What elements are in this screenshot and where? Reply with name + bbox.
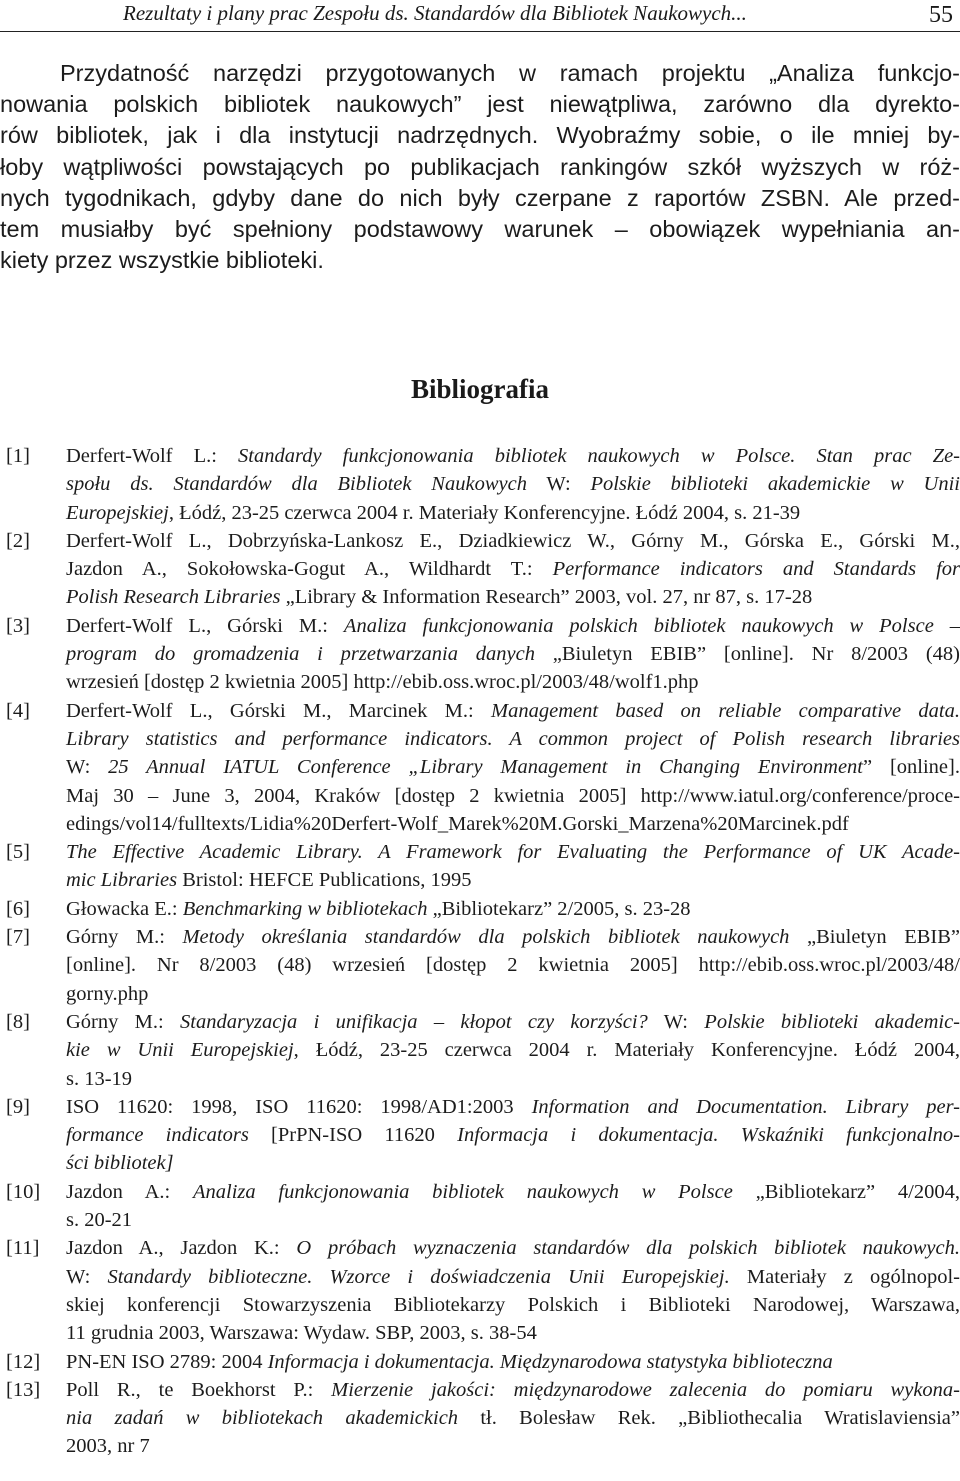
entry-number: [11] bbox=[6, 1237, 40, 1260]
header-rule bbox=[0, 31, 960, 32]
entry-line bbox=[66, 1008, 960, 1036]
entry-number: [5] bbox=[6, 841, 30, 864]
entry-plain-text: „Library & Information Research” 2003, vol. 27, nr 87, s. 17-28 bbox=[280, 586, 813, 609]
entry-text bbox=[66, 1348, 960, 1376]
bibliography-entry bbox=[0, 923, 960, 1008]
entry-plain-text: 2003, nr 7 bbox=[66, 1435, 150, 1458]
bibliography-entry bbox=[0, 697, 960, 838]
entry-line bbox=[66, 1319, 960, 1347]
entry-title-text: O próbach wyznaczenia standardów dla polskich bibliotek naukowych. bbox=[296, 1237, 960, 1260]
entry-plain-text: Poll R., te Boekhorst P.: bbox=[66, 1378, 332, 1401]
bibliography-entry bbox=[0, 838, 960, 895]
entry-plain-text: Jazdon A., Sokołowska-Gogut A., Wildhardt T.: bbox=[66, 558, 553, 581]
entry-title-text: mic Libraries bbox=[66, 869, 178, 892]
entry-title-text: program do gromadzenia i przetwarzania danych bbox=[66, 643, 535, 666]
bibliography-entry bbox=[0, 1234, 960, 1347]
entry-plain-text: Maj 30 – June 3, 2004, Kraków [dostęp 2 kwietnia 2005] http://www.iatul.org/conference/proce- bbox=[66, 784, 960, 807]
entry-line bbox=[66, 442, 960, 470]
entry-line bbox=[66, 980, 960, 1008]
entry-title-text: Analiza funkcjonowania bibliotek naukowych w Polsce bbox=[193, 1180, 733, 1203]
entry-line bbox=[66, 838, 960, 866]
entry-line bbox=[66, 1432, 960, 1460]
entry-line bbox=[66, 1036, 960, 1064]
entry-line bbox=[66, 1065, 960, 1093]
entry-line bbox=[66, 866, 960, 894]
entry-plain-text: skiej konferencji Stowarzyszenia Bibliotekarzy Polskich i Biblioteki Narodowej, Warszawa, bbox=[66, 1293, 960, 1316]
bibliography-entry bbox=[0, 895, 960, 923]
entry-plain-text: Jazdon A., Jazdon K.: bbox=[66, 1237, 297, 1260]
entry-plain-text: [PrPN-ISO 11620 bbox=[248, 1124, 458, 1147]
entry-line bbox=[66, 753, 960, 781]
entry-plain-text: s. 13-19 bbox=[66, 1067, 133, 1090]
entry-plain-text: ” [online]. bbox=[863, 756, 960, 779]
entry-title-text: Informacja i dokumentacja. Międzynarodowa statystyka biblioteczna bbox=[267, 1350, 833, 1373]
bibliography-heading: Bibliografia bbox=[410, 374, 549, 404]
entry-plain-text: Głowacka E.: bbox=[66, 897, 183, 920]
paragraph-line: łoby wątpliwości powstających po publikacjach rankingów szkół wyższych w róż- bbox=[0, 153, 960, 180]
entry-plain-text: Jazdon A.: bbox=[66, 1180, 193, 1203]
entry-plain-text: Derfert-Wolf L.: bbox=[66, 445, 239, 467]
entry-title-text: społu ds. Standardów dla Bibliotek Naukowych bbox=[66, 473, 527, 496]
entry-text bbox=[66, 697, 960, 838]
entry-plain-text: s. 20-21 bbox=[66, 1209, 133, 1232]
entry-number: [12] bbox=[6, 1350, 41, 1373]
entry-plain-text: Derfert-Wolf L., Dobrzyńska-Lankosz E., Dziadkiewicz W., Górny M., Górska E., Górski M., bbox=[66, 529, 960, 552]
entry-plain-text: wrzesień [dostęp 2 kwietnia 2005] http://ebib.oss.wroc.pl/2003/48/wolf1.php bbox=[66, 671, 699, 694]
entry-title-text: Informacja i dokumentacja. Wskaźniki funkcjonalno- bbox=[457, 1124, 960, 1147]
entry-line bbox=[66, 725, 960, 753]
entry-line bbox=[66, 640, 960, 668]
entry-text bbox=[66, 1234, 960, 1347]
entry-plain-text: ISO 11620: 1998, ISO 11620: 1998/AD1:2003 bbox=[66, 1095, 532, 1118]
entry-plain-text: , Łódź, 23-25 czerwca 2004 r. Materiały Konferencyjne. Łódź 2004, bbox=[293, 1039, 960, 1062]
entry-text bbox=[66, 1178, 960, 1235]
bibliography-entry bbox=[0, 1093, 960, 1178]
entry-line bbox=[66, 668, 960, 696]
entry-text bbox=[66, 527, 960, 612]
entry-line bbox=[66, 499, 960, 527]
entry-title-text: Metody określania standardów dla polskich bibliotek naukowych bbox=[182, 926, 790, 949]
entry-number: [10] bbox=[6, 1180, 41, 1203]
entry-line bbox=[66, 1376, 960, 1404]
paragraph-line: Przydatność narzędzi przygotowanych w ramach projektu „Analiza funkcjo- bbox=[60, 60, 960, 86]
paragraph-line: rów bibliotek, jak i dla instytucji nadrzędnych. Wyobraźmy sobie, o ile mniej by- bbox=[0, 122, 960, 149]
entry-plain-text: Bristol: HEFCE Publications, 1995 bbox=[177, 869, 472, 892]
entry-plain-text: [online]. Nr 8/2003 (48) wrzesień [dostęp 2 kwietnia 2005] http://ebib.oss.wroc.pl/2003/48/ bbox=[66, 954, 960, 977]
entry-number: [7] bbox=[6, 926, 30, 949]
entry-text bbox=[66, 923, 960, 1008]
entry-line bbox=[66, 782, 960, 810]
paragraph-line: kiety przez wszystkie biblioteki. bbox=[0, 247, 324, 274]
entry-plain-text: „Bibliotekarz” 4/2004, bbox=[732, 1180, 960, 1203]
entry-number: [9] bbox=[6, 1095, 30, 1118]
entry-title-text: Standardy funkcjonowania bibliotek naukowych w Polsce. Stan prac Ze- bbox=[238, 445, 960, 467]
entry-line bbox=[66, 1178, 960, 1206]
body-paragraph bbox=[0, 58, 960, 276]
entry-plain-text: „Bibliotekarz” 2/2005, s. 23-28 bbox=[427, 897, 691, 920]
page-header bbox=[0, 0, 960, 34]
entry-title-text: Standaryzacja i unifikacja – kłopot czy korzyści? bbox=[180, 1010, 648, 1033]
entry-number: [13] bbox=[6, 1378, 41, 1401]
entry-title-text: Europejskiej bbox=[66, 501, 169, 524]
entry-title-text: Polish Research Libraries bbox=[66, 586, 281, 609]
entry-title-text: Management based on reliable comparative data. bbox=[491, 699, 960, 722]
entry-line bbox=[66, 1263, 960, 1291]
entry-title-text: Analiza funkcjonowania polskich bibliotek naukowych w Polsce – bbox=[343, 614, 960, 637]
paragraph-line: tem musiałby być spełniony podstawowy warunek – obowiązek wypełniania an- bbox=[0, 215, 960, 242]
entry-title-text: Polskie biblioteki akademic- bbox=[704, 1010, 960, 1033]
bibliography-entry bbox=[0, 1008, 960, 1093]
entry-plain-text: W: bbox=[66, 756, 109, 779]
entry-line bbox=[66, 1348, 960, 1376]
bibliography-list bbox=[0, 442, 960, 1461]
entry-line bbox=[66, 1404, 960, 1432]
entry-number: [6] bbox=[6, 897, 30, 920]
entry-number: [3] bbox=[6, 614, 30, 637]
entry-number: [4] bbox=[6, 699, 30, 722]
entry-line bbox=[66, 527, 960, 555]
paragraph-line: nych tygodnikach, gdyby dane do nich były czerpane z raportów ZSBN. Ale przed- bbox=[0, 184, 960, 211]
entry-title-text: Library statistics and performance indicators. A common project of Polish research libraries bbox=[66, 727, 960, 750]
entry-line bbox=[66, 583, 960, 611]
bibliography-entry bbox=[0, 1348, 960, 1376]
bibliography-entry bbox=[0, 527, 960, 612]
entry-line bbox=[66, 555, 960, 583]
entry-plain-text: gorny.php bbox=[66, 982, 149, 1005]
running-title: Rezultaty i plany prac Zespołu ds. Standardów dla Bibliotek Naukowych... bbox=[123, 1, 747, 25]
page-number: 55 bbox=[929, 2, 953, 28]
entry-title-text: Information and Documentation. Library per- bbox=[531, 1095, 960, 1118]
entry-line bbox=[66, 923, 960, 951]
entry-plain-text: tł. Bolesław Rek. „Bibliothecalia Wratislaviensia” bbox=[458, 1407, 960, 1430]
entry-plain-text: Derfert-Wolf L., Górski M., Marcinek M.: bbox=[66, 699, 492, 722]
entry-plain-text: W: bbox=[647, 1010, 705, 1033]
entry-plain-text: , Łódź, 23-25 czerwca 2004 r. Materiały Konferencyjne. Łódź 2004, s. 21-39 bbox=[168, 501, 801, 524]
entry-line bbox=[66, 810, 960, 838]
entry-plain-text: 11 grudnia 2003, Warszawa: Wydaw. SBP, 2003, s. 38-54 bbox=[66, 1322, 537, 1345]
entry-text bbox=[66, 895, 960, 923]
entry-plain-text: „Biuletyn EBIB” bbox=[789, 926, 960, 949]
entry-line bbox=[66, 1093, 960, 1121]
entry-line bbox=[66, 612, 960, 640]
entry-text bbox=[66, 442, 960, 527]
entry-text bbox=[66, 612, 960, 697]
entry-line bbox=[66, 1234, 960, 1262]
entry-title-text: kie w Unii Europejskiej bbox=[66, 1039, 294, 1062]
entry-plain-text: Górny M.: bbox=[66, 1010, 181, 1033]
bibliography-entry bbox=[0, 1376, 960, 1461]
entry-title-text: The Effective Academic Library. A Framework for Evaluating the Performance of UK Acade- bbox=[66, 841, 960, 864]
entry-line bbox=[66, 951, 960, 979]
entry-title-text: Performance indicators and Standards for bbox=[552, 558, 960, 581]
entry-plain-text: Materiały z ogólnopol- bbox=[729, 1265, 960, 1288]
entry-plain-text: Derfert-Wolf L., Górski M.: bbox=[66, 614, 344, 637]
bibliography-entry bbox=[0, 612, 960, 697]
entry-number: [1] bbox=[6, 445, 30, 467]
entry-text bbox=[66, 1376, 960, 1461]
entry-text bbox=[66, 1008, 960, 1093]
entry-title-text: Polskie biblioteki akademickie w Unii bbox=[590, 473, 960, 496]
entry-plain-text: „Biuletyn EBIB” [online]. Nr 8/2003 (48) bbox=[534, 643, 960, 666]
entry-line bbox=[66, 1206, 960, 1234]
entry-title-text: formance indicators bbox=[66, 1124, 249, 1147]
bibliography-entry bbox=[0, 1178, 960, 1235]
entry-title-text: Standardy biblioteczne. Wzorce i doświadczenia Unii Europejskiej. bbox=[107, 1265, 730, 1288]
entry-number: [8] bbox=[6, 1010, 30, 1033]
entry-title-text: ści bibliotek] bbox=[66, 1152, 174, 1175]
entry-title-text: Mierzenie jakości: międzynarodowe zalecenia do pomiaru wykona- bbox=[331, 1378, 960, 1401]
entry-plain-text: Górny M.: bbox=[66, 926, 183, 949]
entry-line bbox=[66, 697, 960, 725]
entry-text bbox=[66, 1093, 960, 1178]
bibliography-entry bbox=[0, 442, 960, 527]
entry-text bbox=[66, 838, 960, 895]
entry-plain-text: edings/vol14/fulltexts/Lidia%20Derfert-Wolf_Marek%20M.Gorski_Marzena%20Marcinek.pdf bbox=[66, 812, 849, 835]
entry-title-text: 25 Annual IATUL Conference „Library Management in Changing Environment bbox=[108, 756, 863, 779]
paragraph-line: nowania polskich bibliotek naukowych” jest niewątpliwa, zarówno dla dyrekto- bbox=[0, 91, 960, 118]
entry-line bbox=[66, 895, 960, 923]
entry-number: [2] bbox=[6, 529, 30, 552]
entry-title-text: nia zadań w bibliotekach akademickich bbox=[66, 1407, 459, 1430]
entry-title-text: Benchmarking w bibliotekach bbox=[182, 897, 428, 920]
entry-plain-text: W: bbox=[526, 473, 591, 496]
entry-plain-text: PN-EN ISO 2789: 2004 bbox=[66, 1350, 268, 1373]
entry-line bbox=[66, 1291, 960, 1319]
entry-line bbox=[66, 1121, 960, 1149]
entry-plain-text: W: bbox=[66, 1265, 108, 1288]
entry-line bbox=[66, 1149, 960, 1177]
entry-line bbox=[66, 470, 960, 498]
